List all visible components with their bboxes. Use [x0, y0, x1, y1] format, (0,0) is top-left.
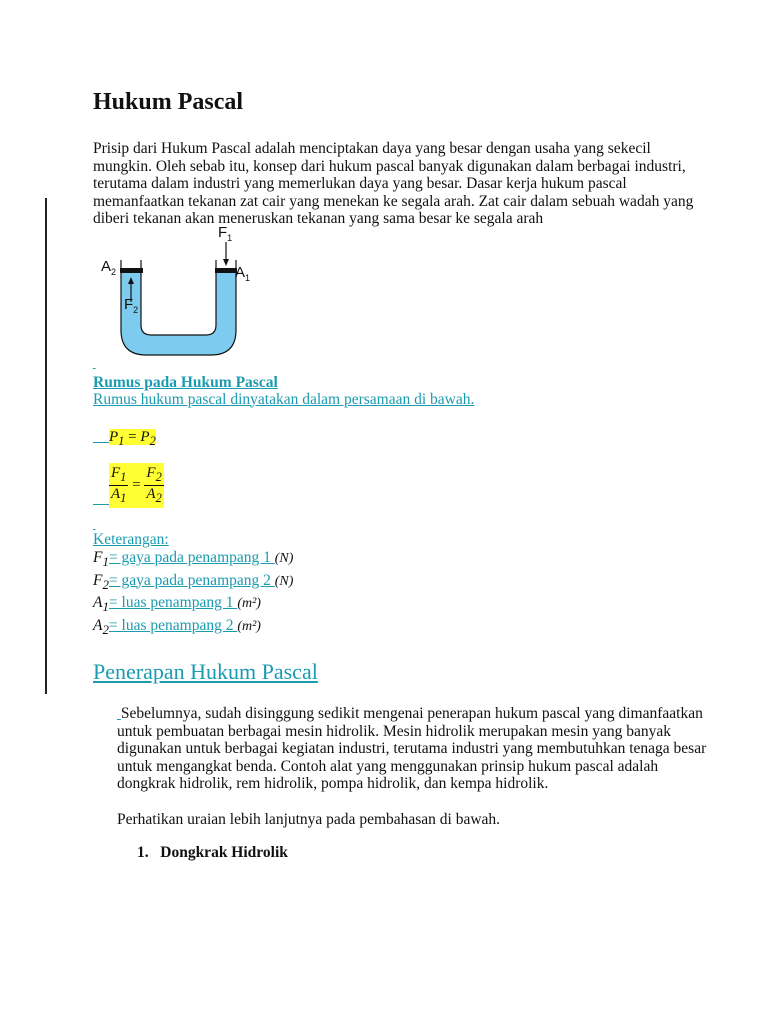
keterangan-row: $A_1=$ luas penampang 1 (m²)	[93, 594, 261, 615]
penerapan-paragraph: Sebelumnya, sudah disinggung sedikit mengenai penerapan hukum pascal yang dimanfaatkan untuk pembuatan berbagai mesin hidrolik. Mesin hidrolik merupakan mesin yang banyak digunakan untuk berbagai kegiatan industri, terutama industri yang membutuhkan tenaga besar untuk mengangkat benda. Contoh alat yang menggunakan prinsip hukum pascal adalah dongkrak hidrolik, rem hidrolik, pompa hidrolik, dan kempa hidrolik.	[117, 705, 707, 793]
rumus-heading-link[interactable]: Rumus pada Hukum Pascal	[93, 373, 278, 391]
formula-ratio: $\frac{F_1}{A_1}$ = $\frac{F_2}{A_2}$	[109, 463, 164, 508]
keterangan-row: $A_2=$ luas penampang 2 (m²)	[93, 616, 261, 637]
keterangan-label[interactable]: Keterangan:	[93, 530, 169, 548]
formula-pressure: $P_1 = P_2$	[109, 428, 156, 448]
link-spacer[interactable]	[93, 360, 713, 370]
equation-force-area	[93, 463, 713, 505]
intro-paragraph: Prisip dari Hukum Pascal adalah menciptakan daya yang besar dengan usaha yang sekecil mungkin. Oleh sebab itu, konsep dari hukum pascal banyak digunakan dalam berbagai industri, terutama dalam industri yang memerlukan daya yang besar. Dasar kerja hukum pascal memanfaatkan tekanan zat cair yang menekan ke segala arah. Zat cair dalam sebuah wadah yang diberi tekanan akan meneruskan tekanan yang sama besar ke segala arah	[93, 140, 694, 227]
piston-a1	[215, 268, 237, 273]
u-tube-diagram	[93, 230, 293, 360]
label-f1: $F_1$	[218, 223, 233, 243]
page-title: Hukum Pascal	[93, 89, 244, 115]
list-item-dongkrak: 1. Dongkrak Hidrolik	[137, 844, 288, 862]
label-f2: $F_2$	[124, 295, 139, 315]
document-content	[93, 88, 713, 862]
page-margin-bar	[45, 198, 47, 694]
piston-a2	[120, 268, 143, 273]
keterangan-block	[93, 521, 713, 640]
keterangan-row: $F_1=$ gaya pada penampang 1 (N)	[93, 549, 294, 570]
liquid-shape	[121, 272, 236, 355]
label-a1: $A_1$	[235, 263, 251, 283]
pascal-u-tube-figure	[93, 223, 293, 360]
label-a2: $A_2$	[101, 257, 117, 277]
equation-p1-p2	[93, 428, 713, 448]
keterangan-row: $F_2=$ gaya pada penampang 2 (N)	[93, 571, 294, 592]
section-heading-penerapan[interactable]: Penerapan Hukum Pascal	[93, 659, 318, 685]
perhatikan-paragraph: Perhatikan uraian lebih lanjutnya pada pembahasan di bawah.	[117, 810, 501, 828]
rumus-description-link[interactable]: Rumus hukum pascal dinyatakan dalam persamaan di bawah.	[93, 390, 475, 408]
